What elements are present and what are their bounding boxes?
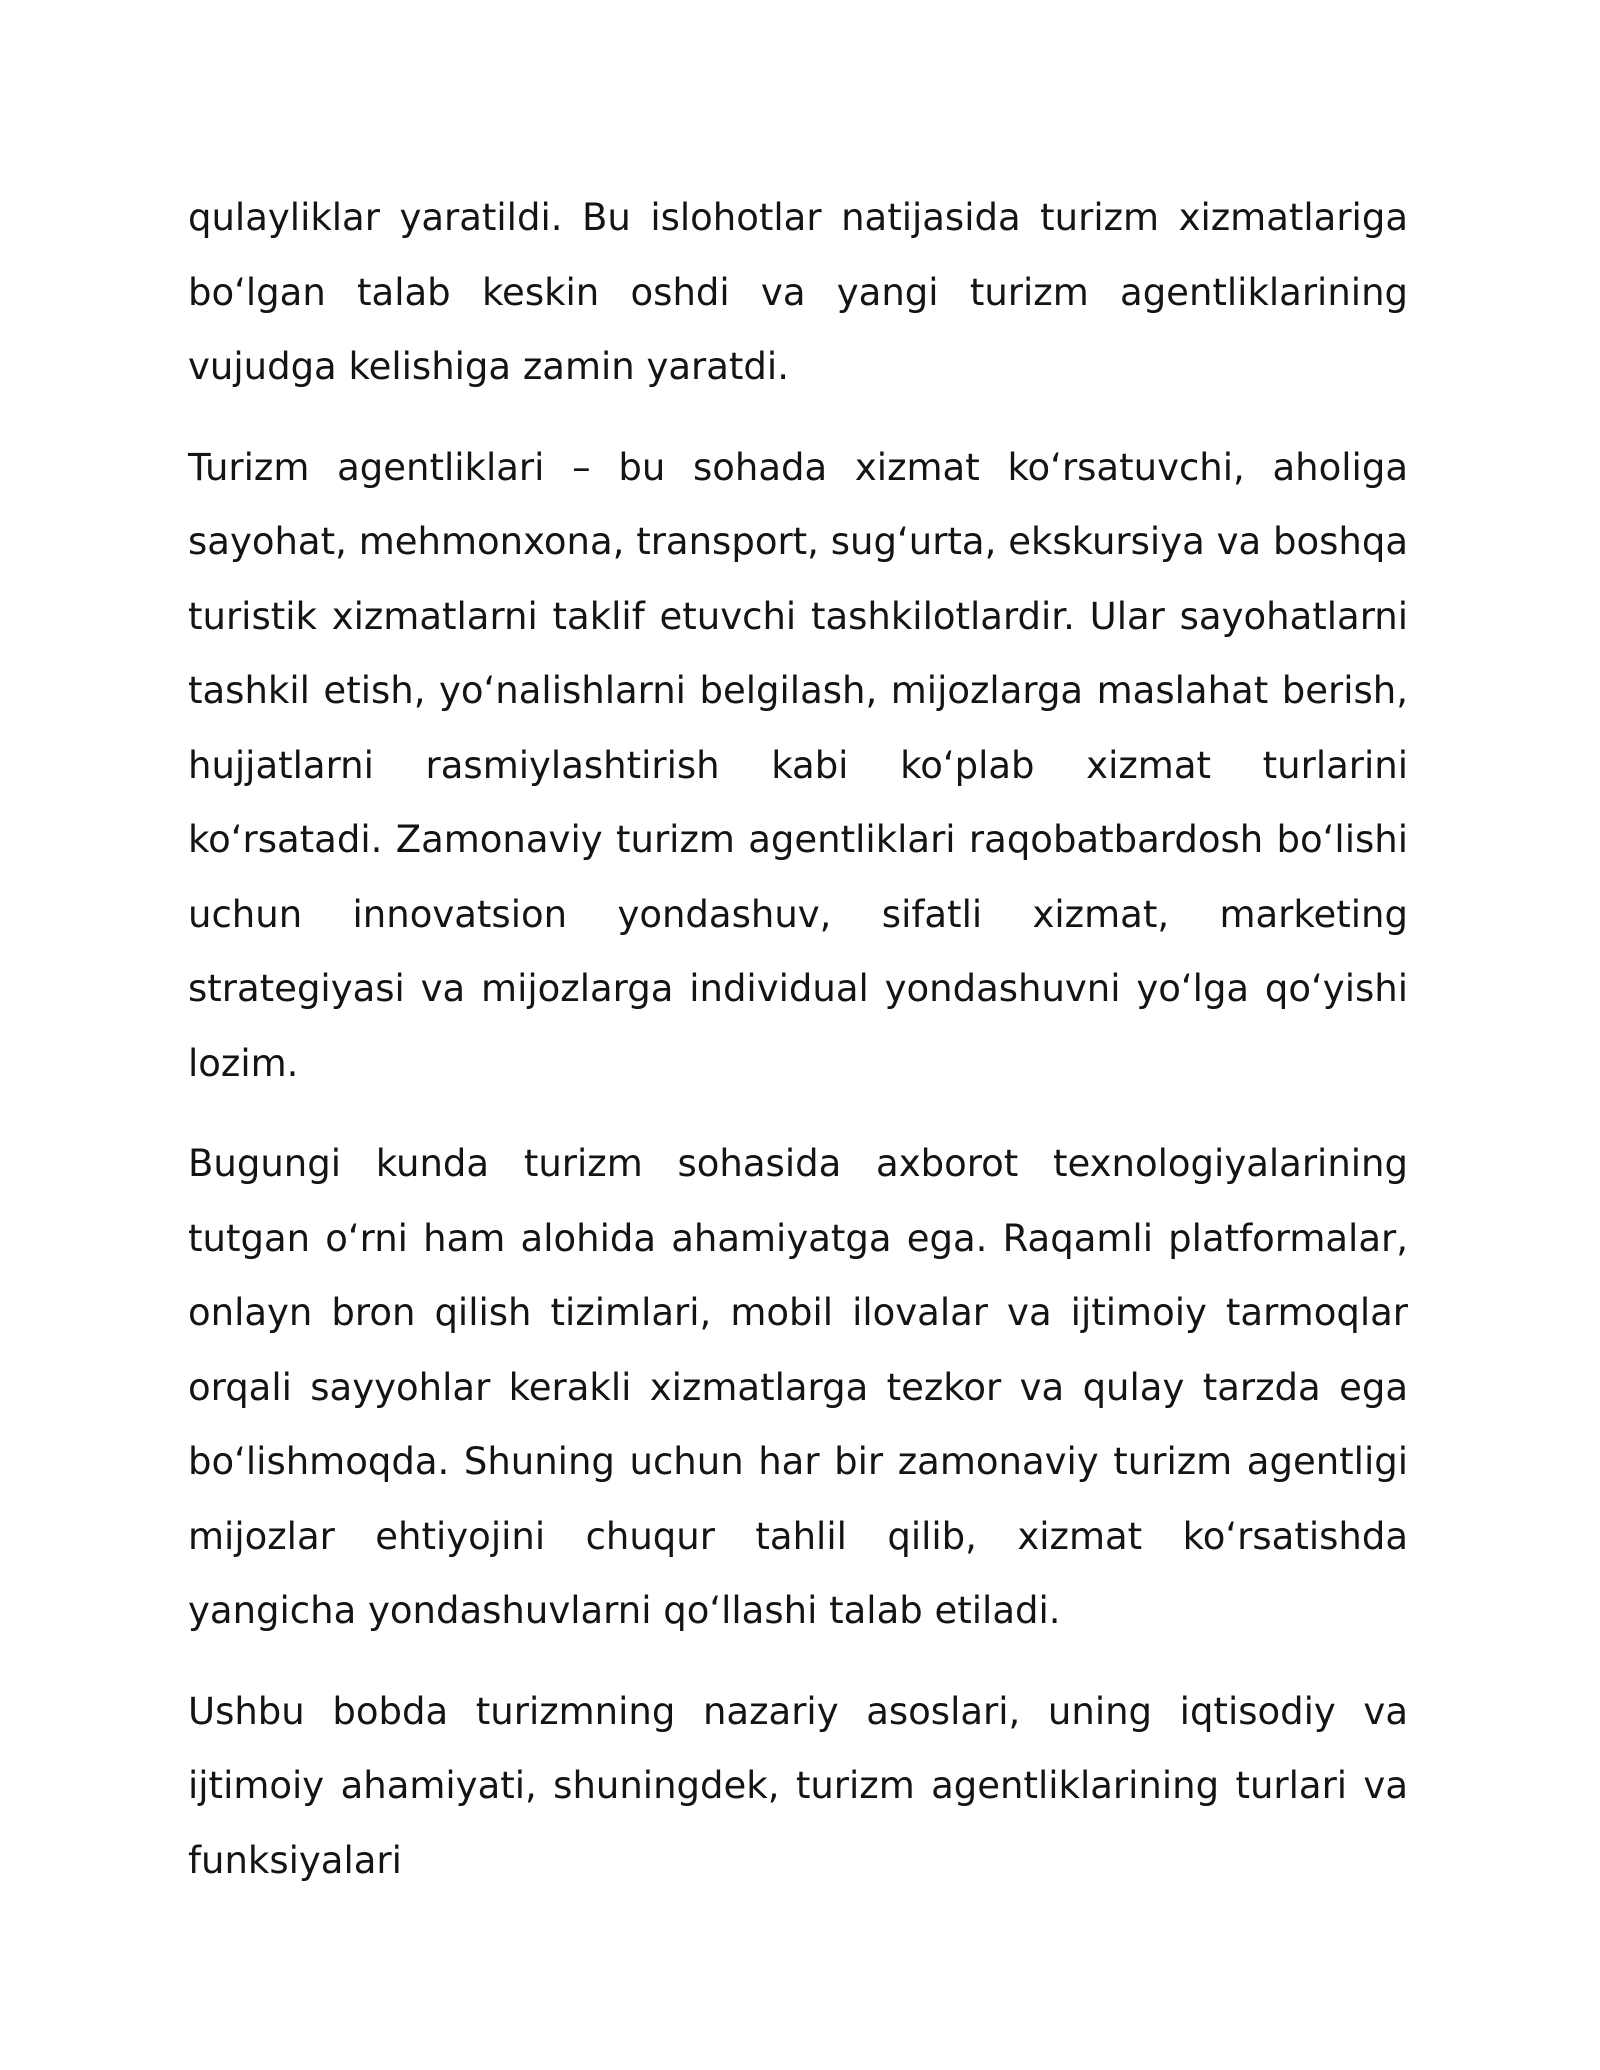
paragraph-1: qulayliklar yaratildi. Bu islohotlar natijasida turizm xizmatlariga bo‘lgan talab keskin oshdi va yangi turizm agentliklarining vujudga kelishiga zamin yaratdi. bbox=[188, 196, 1408, 388]
paragraph-4: Ushbu bobda turizmning nazariy asoslari, uning iqtisodiy va ijtimoiy ahamiyati, shuningdek, turizm agentliklarining turlari va funksiyalari bbox=[188, 1689, 1408, 1882]
paragraph-3: Bugungi kunda turizm sohasida axborot texnologiyalarining tutgan o‘rni ham alohida ahamiyatga ega. Raqamli platformalar, onlayn bron qilish tizimlari, mobil ilovalar va ijtimoiy tarmoqlar orqali sayyohlar kerakli xizmatlarga tezkor va qulay tarzda ega bo‘lishmoqda. Shuning uchun har bir zamonaviy turizm agentligi mijozlar ehtiyojini chuqur tahlil qilib, xizmat ko‘rsatishda yangicha yondashuvlarni qo‘llashi talab etiladi. bbox=[188, 1142, 1408, 1632]
paragraph-2: Turizm agentliklari – bu sohada xizmat ko‘rsatuvchi, aholiga sayohat, mehmonxona, transport, sug‘urta, ekskursiya va boshqa turistik xizmatlarni taklif etuvchi tashkilotlardir. Ular sayohatlarni tashkil etish, yo‘nalishlarni belgilash, mijozlarga maslahat berish, hujjatlarni rasmiylashtirish kabi ko‘plab xizmat turlarini ko‘rsatadi. Zamonaviy turizm agentliklari raqobatbardosh bo‘lishi uchun innovatsion yondashuv, sifatli xizmat, marketing strategiyasi va mijozlarga individual yondashuvni yo‘lga qo‘yishi lozim. bbox=[188, 445, 1408, 1085]
document-body bbox=[188, 181, 1408, 1924]
